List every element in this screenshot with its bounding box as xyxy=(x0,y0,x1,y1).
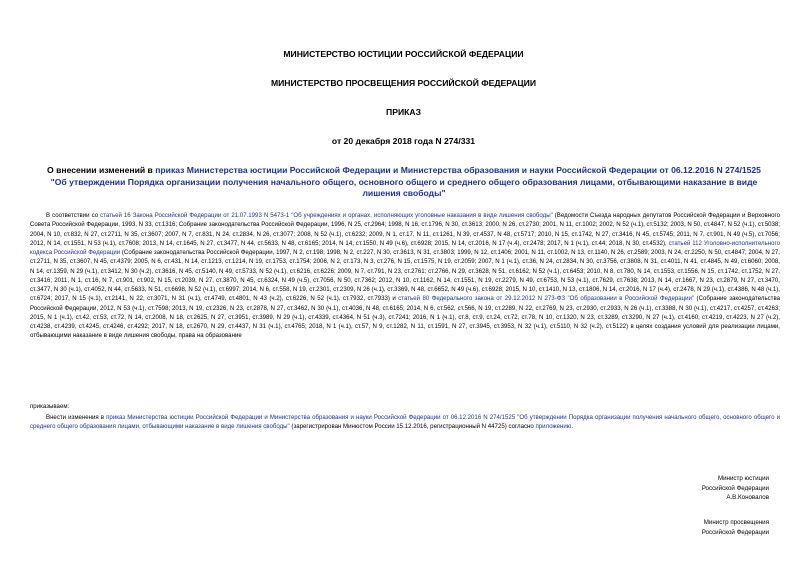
justice-minister-title: Министр юстиции xyxy=(717,475,769,482)
order-274-1525-link[interactable]: приказ Министерства юстиции Российской Федерации и Министерства образования и науки Российской Федерации от 06.12.2016 N 274/1525 "Об утверждении Порядка организации получения начального общего, основного общего и среднего общего образования лицами, отбывающими наказание в виде лишения свободы" xyxy=(30,414,780,431)
order-item-paragraph xyxy=(30,413,780,432)
education-minister-title: Министр просвещения xyxy=(703,519,769,526)
preamble-text-3: (Собрание законодательства Российской Федерации, 1997, N 2, ст.198; 1998, N 2, ст.227, N 30, ст.3613, N 31, ст.3803; 1999, N 12, ст.1406; 2001, N 11, ст.1002, N 13, ст.1140, N 26, ст.2589; 2003, N 24, ст.2250, N 50, ст.4847; 2004, N 27, ст.2711, N 35, ст.3607, N 45, ст.4379; 2005, N 6, ст.431, N 14, ст.1213, ст.1214, N 19, ст.1753, ст.1754; 2006, N 2, ст.173, N 3, ст.276, N 15, ст.1575, N 19, ст.2059; 2007, N 1 (ч.1), ст.36, N 24, ст.2834, N 30, ст.3756, ст.3808, N 31, ст.4011, N 41, ст.4845, N 49, ст.6060; 2008, N 14, ст.1359, N 29 (ч.1), ст.3412, N 30 (ч.2), ст.3616, N 45, ст.5140, N 49, ст.5733, N 52 (ч.1), ст.6216, ст.6226; 2009, N 7, ст.791, N 23, ст.2761; ст.2766, N 29, ст.3628, N 51, ст.6162, N 52 (ч.1), ст.6453; 2010, N 8, ст.780, N 14, ст.1553, ст.1556, N 15, ст.1742, ст.1752, N 27, ст.3416; 2011, N 1, ст.16, N 7, ст.901, ст.902, N 15, ст.2039, N 27, ст.3870, N 45, ст.6324, N 49 (ч.5), ст.7056, N 50, ст.7362; 2012, N 10, ст.1162, N 14, ст.1551, N 19, ст.2279, N 49, ст.6753, N 53 (ч.1), ст.7629, ст.7638; 2013, N 14, ст.1667, N 23, ст.2879, N 27, ст.3470, ст.3477, N 30 (ч.1), ст.4052, N 44, ст.5633, N 51, ст.6698, N 52 (ч.1), ст.6997; 2014, N 6, ст.558, N 19, ст.2301, ст.2309, N 26 (ч.1), ст.3369, N 48, ст.6652, N 49 (ч.6), ст.6928; 2015, N 10, ст.1410, N 13, ст.1806, N 14, ст.2016, N 17 (ч.4), ст.2478, N 29 (ч.1), ст.4386, N 48 (ч.1), ст.6724; 2017, N 15 (ч.1), ст.2141, N 22, ст.3071, N 31 (ч.1), ст.4749, ст.4801, N 43 (ч.2), ст.6226, N 52 (ч.1), ст.7932, ст.7933) и xyxy=(30,249,780,303)
preamble-text-1: В соответствии со xyxy=(46,212,101,219)
justice-minister-country: Российской Федерации xyxy=(701,484,769,492)
date-and-number: от 20 декабря 2018 года N 274/331 xyxy=(331,136,476,146)
justice-minister-signature xyxy=(702,474,769,503)
penal-code-article-112-link[interactable]: статьей 112 Уголовно-исполнительного кодекса Российской Федерации xyxy=(30,239,781,256)
document-type: ПРИКАЗ xyxy=(386,107,421,117)
title-prefix: О внесении изменений в xyxy=(47,165,156,175)
document-title xyxy=(40,165,768,200)
item-text-1: Внести изменения в xyxy=(46,414,107,421)
preamble-text-4: (Собрание законодательства Российской Федерации, 2012, N 53 (ч.1), ст.7598; 2013, N 19, ст.2326, N 23, ст.2878, N 27, ст.3462, N 30 (ч.1), ст.4036, N 48, ст.6165; 2014, N 6, ст.562, ст.566, N 19, ст.2289, N 22, ст.2769, N 23, ст.2930, ст.2933, N 26 (ч.1), ст.3388, N 30 (ч.1), ст.4217, ст.4257, ст.4263; 2015, N 1 (ч.1), ст.42, ст.53, ст.72, N 14, ст.2008, N 18, ст.2625, N 27, ст.3951, ст.3989, N 29 (ч.1), ст.4339, ст.4364, N 51 (ч.3), ст.7241; 2016, N 1 (ч.1), ст.8, ст.9, ст.24, ст.72, ст.78, N 10, ст.1320, N 23, ст.3289, ст.3290, N 27 (ч.1), ст.4160, ст.4219, ст.4223, N 27 (ч.2), ст.4238, ст.4239, ст.4245, ст.4246, ст.4292; 2017, N 18, ст.2670, N 29, ст.4437, N 31 (ч.1), ст.4765; 2018, N 1 (ч.1), ст.57, N 9, ст.1282, N 11, ст.1591, N 27, ст.3945, ст.3953, N 32 (ч.1), ст.5110, N 32 (ч.2), ст.5122) в целях создания условий для реализации лицами, отбывающими наказание в виде лишения свободы, права на образование xyxy=(30,295,781,340)
education-minister-country: Российской Федерации xyxy=(701,528,769,536)
item-text-3: . xyxy=(571,423,574,431)
order-word: приказываем: xyxy=(30,403,70,410)
ministry-justice-heading: МИНИСТЕРСТВО ЮСТИЦИИ РОССИЙСКОЙ ФЕДЕРАЦИИ xyxy=(283,49,524,59)
law-5473-1-link[interactable]: статьей 16 Закона Российской Федерации от 21.07.1993 N 5473-1 "Об учреждениях и органах, исполняющих уголовные наказания в виде лишения свободы" xyxy=(100,212,553,219)
title-link[interactable]: приказ Министерства юстиции Российской Федерации и Министерства образования и науки Российской Федерации от 06.12.2016 N 274/1525 "Об утверждении Порядка организации получения начального общего, основного общего и среднего общего образования лицами, отбывающими наказание в виде лишения свободы" xyxy=(50,165,761,199)
preamble-text-2: (Ведомости Съезда народных депутатов Российской Федерации и Верховного Совета Российской Федерации, 1993, N 33, ст.1316; Собрание законодательства Российской Федерации, 1996, N 25, ст.2964; 1998, N 16, ст.1796, N 30, ст.3613; 2000, N 26, ст.2730; 2001, N 11, ст.1002; 2002, N 52 (ч.1), ст.5132; 2003, N 50, ст.4847, N 52 (ч.1), ст.5038; 2004, N 10, ст.832, N 27, ст.2711, N 35, ст.3607; 2007, N 7, ст.831, N 24, ст.2834, N 26, ст.3077; 2008, N 52 (ч.1), ст.6232; 2009, N 1, ст.17, N 11, ст.1261, N 39, ст.4537, N 48, ст.5717; 2010, N 15, ст.1742, N 27, ст.3416, N 45, ст.5745; 2011, N 7, ст.901, N 49 (ч.5), ст.7056; 2012, N 14, ст.1551, N 53 (ч.1), ст.7608; 2013, N 14, ст.1645, N 27, ст.3477, N 44, ст.5633, N 48, ст.6165; 2014, N 14, ст.1550, N 49 (ч.6), ст.6928; 2015, N 14, ст.2016, N 17 (ч.4), ст.2478; 2017, N 1 (ч.1), ст.44; 2018, N 30, ст.4532), xyxy=(30,212,780,247)
preamble-paragraph xyxy=(30,211,780,341)
education-minister-signature xyxy=(702,518,769,537)
ministry-education-heading: МИНИСТЕРСТВО ПРОСВЕЩЕНИЯ РОССИЙСКОЙ ФЕДЕРАЦИИ xyxy=(270,78,537,88)
item-text-2: (зарегистрирован Минюстом России 15.12.2016, регистрационный N 44725) согласно xyxy=(289,423,536,431)
education-law-article-80-link[interactable]: статьей 80 Федерального закона от 29.12.2012 N 273-ФЗ "Об образовании в Российской Федерации" xyxy=(398,295,695,303)
justice-minister-name: А.В.Коновалов xyxy=(726,494,769,501)
appendix-link[interactable]: приложению xyxy=(535,423,572,431)
